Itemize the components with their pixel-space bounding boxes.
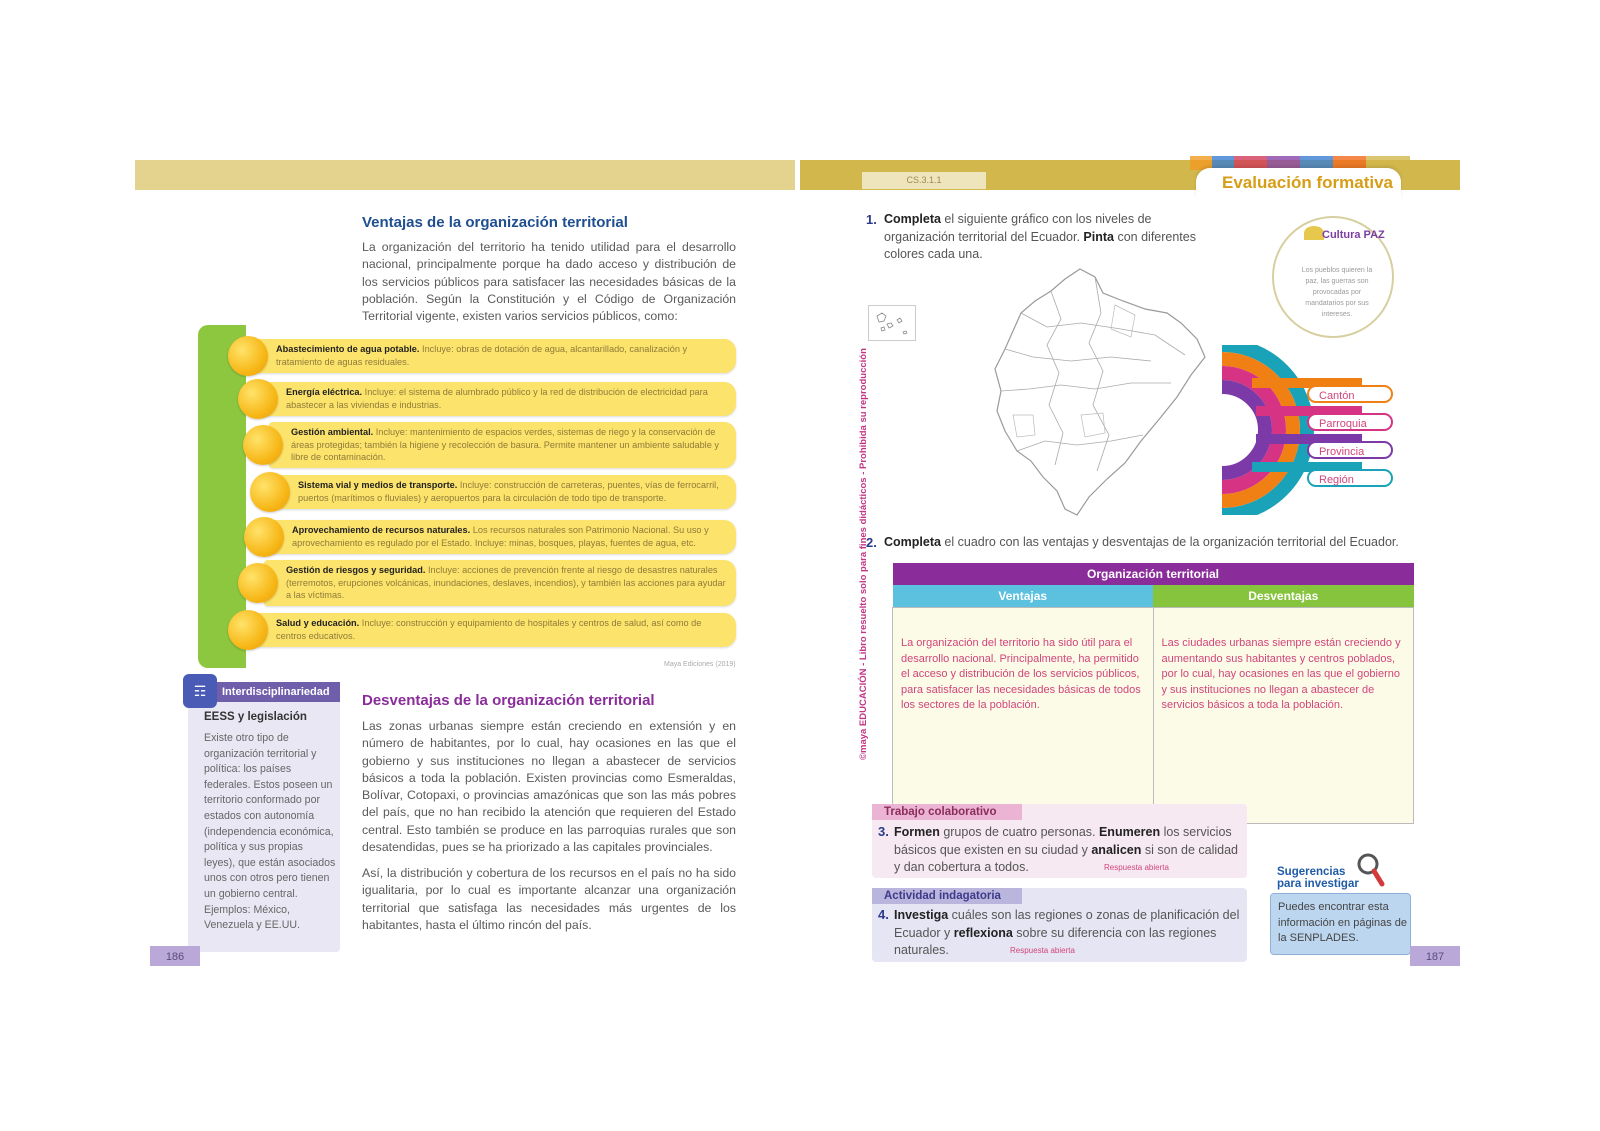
desventajas-answer-cell[interactable]: Las ciudades urbanas siempre están creciendo y aumentando sus habitantes y centros poblados, por lo cual, hay ocasiones en las que el gobierno y sus instituciones no llegan a abastecer de servicios básicos a toda la población. — [1153, 608, 1414, 824]
question-2-text: Completa el cuadro con las ventajas y desventajas de la organización territorial del Ecuador. — [884, 535, 1399, 549]
level-pill-parroquia: Parroquia — [1307, 413, 1393, 431]
service-description: Incluye: acciones de prevención frente al riesgo de desastres naturales (terremotos, erupciones volcánicas, inundaciones, deslaves, incendios), y también las acciones para ayudar a las víctimas. — [286, 565, 726, 600]
heading-ventajas: Ventajas de la organización territorial — [362, 214, 628, 231]
service-title: Energía eléctrica. — [286, 387, 363, 397]
level-pill-region: Región — [1307, 469, 1393, 487]
question-3-answer: Respuesta abierta — [1104, 863, 1169, 872]
service-bullet-circle — [228, 610, 268, 650]
service-description: Incluye: construcción y equipamiento de hospitales y centros de salud, así como de centros educativos. — [276, 618, 702, 641]
service-bullet-circle — [250, 472, 290, 512]
section-title: Evaluación formativa — [1222, 173, 1394, 192]
ventajas-answer-cell[interactable]: La organización del territorio ha sido útil para el desarrollo nacional. Principalmente, ha permitido el acceso y distribución de los servicios públicos, para satisfacer las necesidades básicas de todos los sectores de la población. — [893, 608, 1154, 824]
question-4-number: 4. — [878, 907, 889, 922]
intro-paragraph: La organización del territorio ha tenido utilidad para el desarrollo nacional, principalmente porque ha dado acceso y distribución de los servicios públicos para satisfacer las necesidades básicas de la población. Según la Constitución y el Código de Organización Territorial vigente, existen varios servicios públicos, como: — [362, 240, 736, 324]
question-3-number: 3. — [878, 824, 889, 839]
service-item — [269, 422, 736, 468]
header-band-left — [135, 160, 795, 190]
service-description: Incluye: mantenimiento de espacios verdes, sistemas de riego y la conservación de áreas protegidas; también la higiene y recolección de basura. Permite mantener un ambiente saludable y libre de contaminación. — [291, 427, 719, 462]
sugerencias-title: Sugerencias para investigar — [1277, 866, 1359, 890]
question-4-text: Investiga cuáles son las regiones o zonas de planificación del Ecuador y reflexiona sobre su diferencia con las regiones naturales. — [894, 908, 1240, 957]
service-bullet-circle — [238, 379, 278, 419]
service-title: Gestión ambiental. — [291, 427, 374, 437]
interdisciplinariedad-subtitle: EESS y legislación — [204, 711, 307, 723]
service-bullet-circle — [238, 563, 278, 603]
table-header-desventajas: Desventajas — [1153, 585, 1414, 608]
dove-icon — [1304, 226, 1324, 240]
service-item — [264, 560, 736, 606]
service-title: Sistema vial y medios de transporte. — [298, 480, 458, 490]
question-1 — [866, 211, 1216, 261]
service-description: Los recursos naturales son Patrimonio Nacional. Su uso y aprovechamiento es regulado por el Estado. Incluye: minas, bosques, playas, fuentes de agua, etc. — [292, 525, 709, 548]
page-number-right: 187 — [1410, 946, 1460, 966]
question-2-number: 2. — [866, 535, 877, 550]
magnifier-icon — [1356, 852, 1386, 888]
level-pill-canton: Cantón — [1307, 385, 1393, 403]
cultura-paz-title: Cultura PAZ — [1322, 229, 1385, 241]
service-item — [264, 382, 736, 416]
service-title: Gestión de riesgos y seguridad. — [286, 565, 426, 575]
book-icon: ☶ — [183, 674, 217, 708]
level-pill-provincia: Provincia — [1307, 441, 1393, 459]
question-1-text: Completa el siguiente gráfico con los niveles de organización territorial del Ecuador. Pinta con diferentes colores cada una. — [884, 212, 1196, 261]
cultura-paz-quote: Los pueblos quieren la paz, las guerras son provocadas por mandatarios por sus intereses. — [1301, 267, 1373, 318]
interdisciplinariedad-label: Interdisciplinariedad — [188, 682, 340, 702]
galapagos-inset-map — [868, 305, 916, 341]
service-bullet-circle — [228, 336, 268, 376]
service-bullet-circle — [243, 425, 283, 465]
service-title: Abastecimiento de agua potable. — [276, 344, 420, 354]
organizacion-table — [892, 563, 1414, 824]
service-description: Incluye: el sistema de alumbrado público y la red de distribución de electricidad para abastecer a las viviendas e industrias. — [286, 387, 708, 410]
copyright-vertical-label: ©maya EDUCACIÓN - Libro resuelto solo para fines didácticos - Prohibida su reproducción — [858, 348, 869, 760]
table-header-ventajas: Ventajas — [893, 585, 1154, 608]
page-number-left: 186 — [150, 946, 200, 966]
question-2 — [866, 534, 1406, 552]
skill-code: CS.3.1.1 — [862, 172, 986, 189]
heading-desventajas: Desventajas de la organización territorial — [362, 692, 655, 709]
service-title: Aprovechamiento de recursos naturales. — [292, 525, 471, 535]
ecuador-map — [985, 265, 1225, 520]
service-description: Incluye: obras de dotación de agua, alcantarillado, canalización y tratamiento de aguas residuales. — [276, 344, 688, 367]
sugerencias-box: Puedes encontrar esta información en páginas de la SENPLADES. — [1270, 893, 1411, 955]
table-title: Organización territorial — [893, 563, 1414, 585]
question-4-answer: Respuesta abierta — [1010, 946, 1075, 955]
desventajas-paragraph-2: Así, la distribución y cobertura de los recursos en el país no ha sido igualitaria, por lo cual es importante alcanzar una organización territorial que satisfaga las necesidades más urgentes de los habitantes, hasta el último rincón del país. — [362, 866, 736, 932]
actividad-indagatoria-label: Actividad indagatoria — [872, 888, 1022, 904]
question-3-text: Formen grupos de cuatro personas. Enumeren los servicios básicos que existen en su ciudad y analicen si son de calidad y dan cobertura a todos. — [894, 825, 1238, 874]
question-1-number: 1. — [866, 212, 877, 227]
image-credit: Maya Ediciones (2019) — [664, 661, 736, 668]
trabajo-colaborativo-label: Trabajo colaborativo — [872, 804, 1022, 820]
service-description: Incluye: construcción de carreteras, puentes, vías de ferrocarril, puertos (marítimos o fluviales) y aeropuertos para la circulación de todo tipo de transporte. — [298, 480, 719, 503]
service-item — [276, 475, 736, 509]
service-item — [254, 613, 736, 647]
desventajas-paragraph-1: Las zonas urbanas siempre están creciendo en extensión y en número de habitantes, por lo cual, hay ocasiones en las que el gobierno y sus instituciones no llegan a abastecer de servicios básicos a toda la población. Existen provincias como Esmeraldas, Bolívar, Cotopaxi, o provincias amazónicas que son las más pobres del país, que no han recibido la atención que requieren del Estado central. Esto también se produce en las parroquias rurales que son desatendidas, pues se ha priorizado a las capitales provinciales. — [362, 719, 736, 855]
service-item — [270, 520, 736, 554]
service-item — [254, 339, 736, 373]
service-title: Salud y educación. — [276, 618, 360, 628]
service-bullet-circle — [244, 517, 284, 557]
interdisciplinariedad-text: Existe otro tipo de organización territorial y política: los países federales. Estos poseen un territorio conformado por estados con autonomía (independencia económica, política y sus propias leyes), que están asociados unos con otros pero tienen un gobierno central. Ejemplos: México, Venezuela y EE.UU. — [204, 732, 336, 932]
